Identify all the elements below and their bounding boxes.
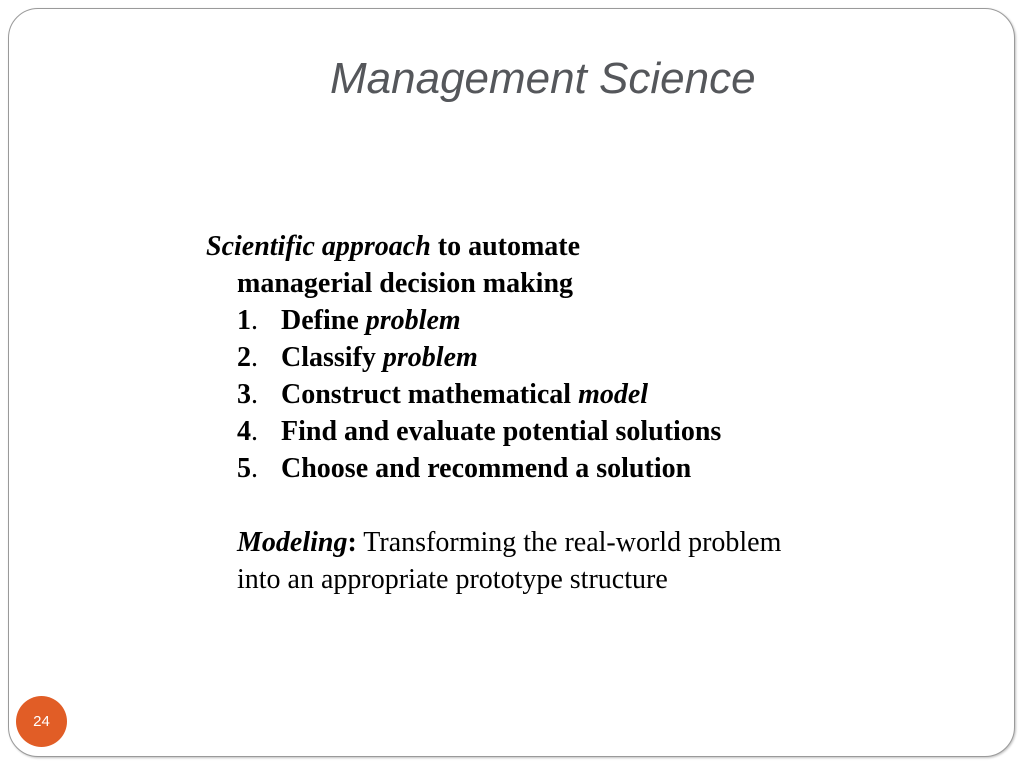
- step-text: Classify: [281, 342, 383, 373]
- step-item-5: [206, 450, 781, 487]
- slide-title: Management Science: [330, 54, 756, 103]
- step-text: Choose and recommend a solution: [281, 453, 692, 484]
- intro-line-1: [206, 228, 781, 265]
- step-number: 3.: [237, 379, 258, 410]
- step-text: Find and evaluate potential solutions: [281, 416, 722, 447]
- modeling-text: Transforming the real-world problem: [356, 527, 782, 558]
- modeling-line-2: into an appropriate prototype structure: [237, 564, 668, 595]
- modeling-term: Modeling: [237, 527, 348, 558]
- step-number: 4.: [237, 416, 258, 447]
- step-number: 2.: [237, 342, 258, 373]
- step-text: Define: [281, 305, 366, 336]
- modeling-colon: :: [347, 527, 357, 558]
- spacer: [206, 487, 781, 524]
- step-text: Construct mathematical: [281, 379, 579, 410]
- step-number: 1.: [237, 305, 258, 336]
- step-item-1: [206, 302, 781, 339]
- step-number: 5.: [237, 453, 258, 484]
- page-number-badge: 24: [16, 696, 67, 747]
- slide-body: [206, 228, 781, 598]
- intro-term: Scientific approach: [206, 231, 431, 262]
- intro-text: to automate: [430, 231, 581, 262]
- step-item-3: [206, 376, 781, 413]
- step-emphasis: problem: [365, 305, 461, 336]
- step-emphasis: problem: [382, 342, 478, 373]
- intro-line-2: managerial decision making: [237, 268, 574, 299]
- modeling-line-1: [206, 524, 781, 561]
- step-emphasis: model: [578, 379, 649, 410]
- step-item-2: [206, 339, 781, 376]
- step-item-4: [206, 413, 781, 450]
